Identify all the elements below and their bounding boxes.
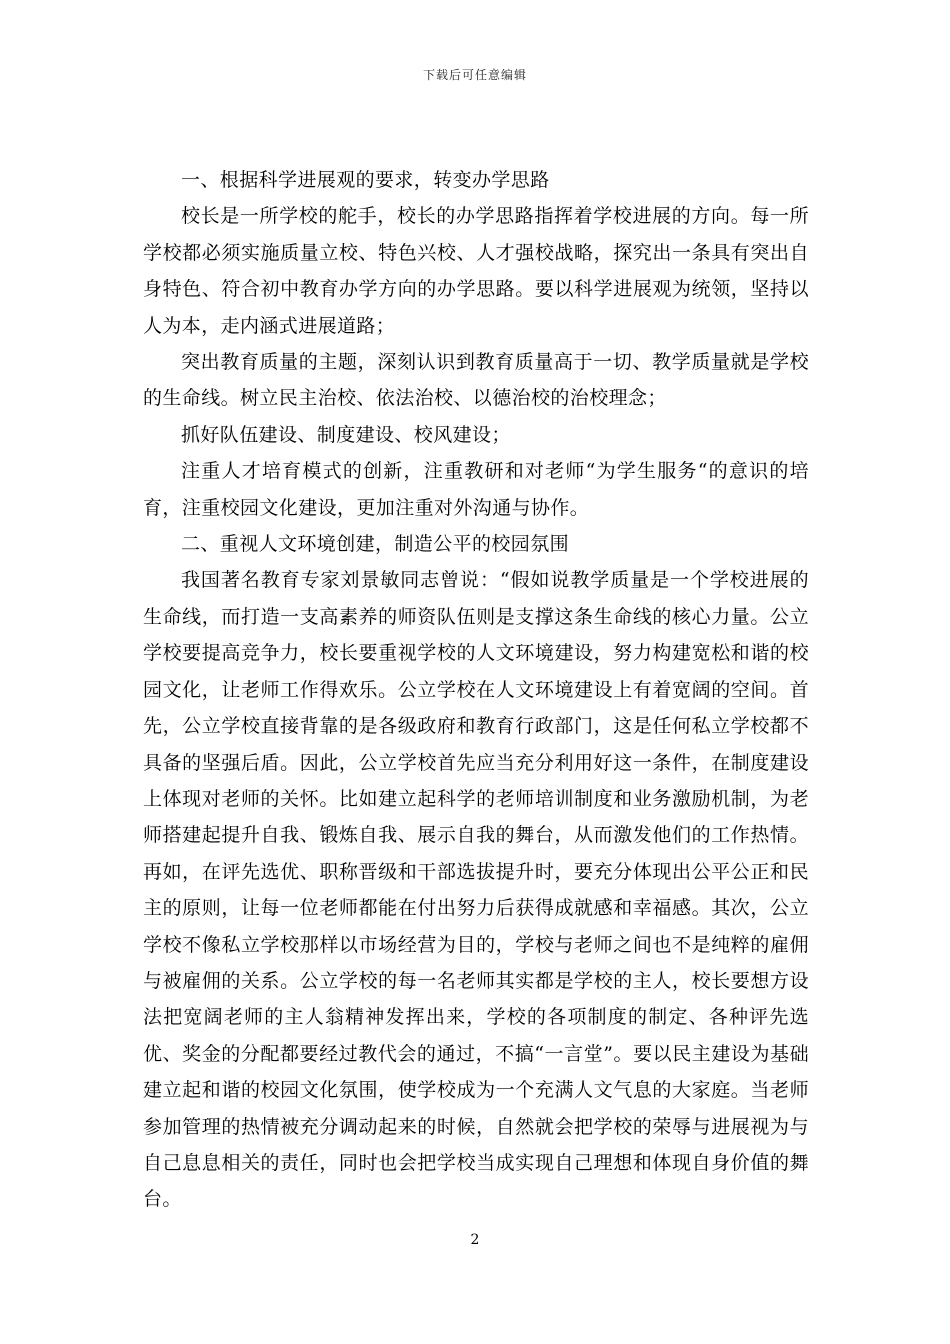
section-heading-2: 二、重视人文环境创建，制造公平的校园氛围 xyxy=(181,533,570,556)
paragraph: 我国著名教育专家刘景敏同志曾说：“假如说教学质量是一个学校进展的生命线，而打造一支高素养的师资队伍则是支撑这条生命线的核心力量。公立学校要提高竞争力，校长要重视学校的人文环境建设，努力构建宽松和谐的校园文化，让老师工作得欢乐。公立学校在人文环境建设上有着宽阔的空间。首先，公立学校直接背靠的是各级政府和教育行政部门，这是任何私立学校都不具备的坚强后盾。因此，公立学校首先应当充分利用好这一条件，在制度建设上体现对老师的关怀。比如建立起科学的老师培训制度和业务激励机制，为老师搭建起提升自我、锻炼自我、展示自我的舞台，从而激发他们的工作热情。再如，在评先选优、职称晋级和干部选拔提升时，要充分体现出公平公正和民主的原则，让每一位老师都能在付出努力后获得成就感和幸福感。其次，公立学校不像私立学校那样以市场经营为目的，学校与老师之间也不是纯粹的雇佣与被雇佣的关系。公立学校的每一名老师其实都是学校的主人，校长要想方设法把宽阔老师的主人翁精神发挥出来，学校的各项制度的制定、各种评先选优、奖金的分配都要经过教代会的通过，不搞“一言堂”。要以民主建设为基础建立起和谐的校园文化氛围，使学校成为一个充满人文气息的大家庭。当老师参加管理的热情被充分调动起来的时候，自然就会把学校的荣辱与进展视为与自己息息相关的责任，同时也会把学校当成实现自己理想和体现自身价值的舞台。 xyxy=(143,569,809,1211)
page-number: 2 xyxy=(470,1232,480,1248)
section-heading-1: 一、根据科学进展观的要求，转变办学思路 xyxy=(181,169,550,191)
page-header: 下载后可任意编辑 xyxy=(422,68,527,82)
document-body xyxy=(143,162,809,1218)
paragraph: 校长是一所学校的舵手，校长的办学思路指挥着学校进展的方向。每一所学校都必须实施质量立校、特色兴校、人才强校战略，探究出一条具有突出自身特色、符合初中教育办学方向的办学思路。要以科学进展观为统领，坚持以人为本，走内涵式进展道路； xyxy=(143,205,809,337)
paragraph: 突出教育质量的主题，深刻认识到教育质量高于一切、教学质量就是学校的生命线。树立民主治校、依法治校、以德治校的治校理念； xyxy=(143,351,809,410)
paragraph: 抓好队伍建设、制度建设、校风建设； xyxy=(181,423,511,446)
paragraph: 注重人才培育模式的创新，注重教研和对老师“为学生服务“的意识的培育，注重校园文化建设，更加注重对外沟通与协作。 xyxy=(143,460,809,519)
